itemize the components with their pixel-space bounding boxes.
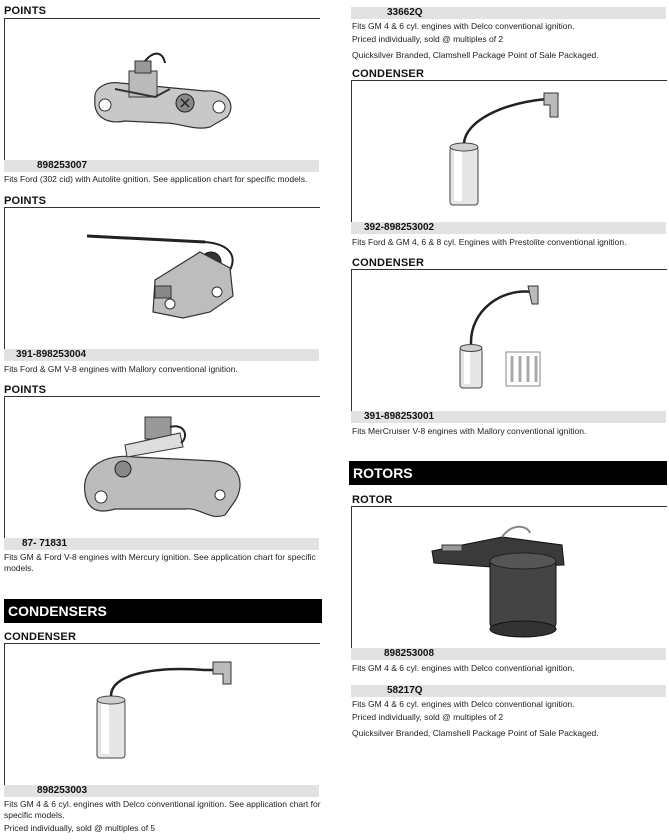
description-line: Fits GM & Ford V-8 engines with Mercury ignition. See application chart for specific — [4, 552, 316, 562]
part-number-bar — [351, 222, 666, 234]
part-number: 898253003 — [37, 785, 88, 796]
description-line: specific models. — [4, 810, 65, 820]
section-title-condenser-2: CONDENSER — [352, 68, 425, 80]
condenser-illustration — [352, 270, 667, 412]
part-number: 87- 71831 — [22, 538, 68, 549]
packaging-note: Quicksilver Branded, Clamshell Package Point of Sale Packaged. — [352, 50, 599, 60]
part-description: Fits Ford & GM 4, 6 & 8 cyl. Engines with Prestolite conventional ignition. — [352, 237, 627, 247]
part-number-bar — [351, 648, 666, 660]
part-number: 33662Q — [387, 7, 423, 18]
part-description: Fits GM 4 & 6 cyl. engines with Delco conventional ignition. — [352, 699, 575, 709]
part-number-bar — [4, 538, 319, 550]
part-description: Fits Ford (302 cid) with Autolite gnition. See application chart for specific models. — [4, 174, 308, 184]
product-image-points-2 — [4, 207, 320, 350]
part-description — [4, 552, 324, 574]
product-image-condenser-2 — [351, 80, 667, 223]
section-title-rotor: ROTOR — [352, 494, 393, 506]
product-image-points-1 — [4, 18, 320, 161]
product-image-rotor — [351, 506, 667, 649]
section-title-condenser-1: CONDENSER — [4, 631, 77, 643]
part-description: Fits GM 4 & 6 cyl. engines with Delco conventional ignition. — [352, 21, 575, 31]
points-illustration — [5, 208, 320, 350]
part-description: Fits GM 4 & 6 cyl. engines with Delco conventional ignition. — [352, 663, 575, 673]
condenser-illustration — [352, 81, 667, 223]
section-title-condenser-3: CONDENSER — [352, 257, 425, 269]
part-number-bar — [4, 785, 319, 797]
part-number: 58217Q — [387, 685, 423, 696]
part-number: 391-898253001 — [364, 411, 435, 422]
part-number-bar — [351, 7, 666, 19]
part-number-bar — [351, 411, 666, 423]
section-title-points-1: POINTS — [4, 5, 47, 17]
part-number: 392-898253002 — [364, 222, 435, 233]
description-line: models. — [4, 563, 34, 573]
part-description: Fits MerCruiser V-8 engines with Mallory conventional ignition. — [352, 426, 587, 436]
section-title-points-2: POINTS — [4, 195, 47, 207]
part-number: 391-898253004 — [16, 349, 87, 360]
part-description: Fits Ford & GM V-8 engines with Mallory conventional ignition. — [4, 364, 238, 374]
priced-note: Priced individually, sold @ multiples of 5 — [4, 823, 156, 833]
part-number-bar — [4, 160, 319, 172]
part-number-bar — [351, 685, 666, 697]
description-line: Fits GM 4 & 6 cyl. engines with Delco conventional ignition. See application chart for — [4, 799, 321, 809]
product-image-condenser-1 — [4, 643, 320, 786]
part-number-bar — [4, 349, 319, 361]
packaging-note: Quicksilver Branded, Clamshell Package Point of Sale Packaged. — [352, 728, 599, 738]
section-title-points-3: POINTS — [4, 384, 47, 396]
priced-note: Priced individually, sold @ multiples of 2 — [352, 712, 504, 722]
part-number: 898253007 — [37, 160, 88, 171]
condenser-illustration — [5, 644, 320, 786]
rotor-illustration — [352, 507, 667, 649]
part-description — [4, 799, 324, 834]
product-image-condenser-3 — [351, 269, 667, 412]
priced-note: Priced individually, sold @ multiples of 2 — [352, 34, 504, 44]
category-header-rotors: ROTORS — [349, 461, 667, 485]
part-number: 898253008 — [384, 648, 435, 659]
category-header-condensers: CONDENSERS — [4, 599, 322, 623]
product-image-points-3 — [4, 396, 320, 539]
points-illustration — [5, 397, 320, 539]
points-illustration — [5, 19, 320, 161]
